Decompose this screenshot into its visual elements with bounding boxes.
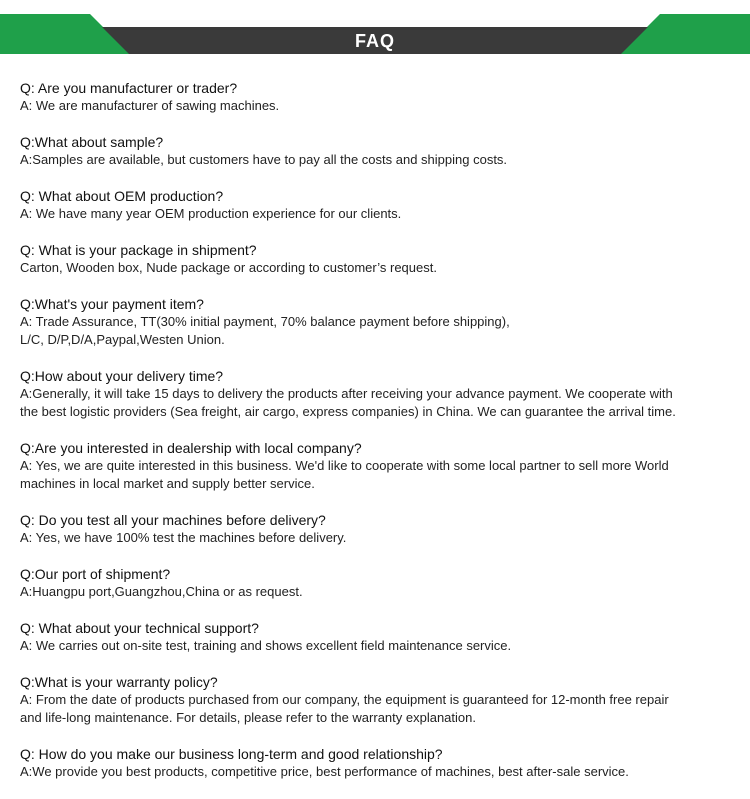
page-title: FAQ	[354, 31, 395, 51]
faq-item	[20, 295, 735, 349]
faq-answer: A:We provide you best products, competitive price, best performance of machines, best after-sale service.	[20, 764, 629, 779]
faq-question: Q: What is your package in shipment?	[20, 242, 257, 258]
faq-item	[20, 187, 735, 223]
faq-answer: A: Yes, we are quite interested in this business. We'd like to cooperate with some local partner to sell more World machines in local market and supply better service.	[20, 458, 669, 491]
faq-answer: A: From the date of products purchased from our company, the equipment is guaranteed for 12-month free repair and life-long maintenance. For details, please refer to the warranty explanation.	[20, 692, 669, 725]
faq-question: Q:What's your payment item?	[20, 296, 204, 312]
faq-question: Q: Do you test all your machines before delivery?	[20, 512, 326, 528]
faq-answer: A:Samples are available, but customers have to pay all the costs and shipping costs.	[20, 152, 508, 167]
faq-question: Q:What is your warranty policy?	[20, 674, 218, 690]
faq-item	[20, 439, 735, 493]
faq-answer: A: We have many year OEM production experience for our clients.	[20, 206, 402, 221]
faq-answer: A:Huangpu port,Guangzhou,China or as request.	[20, 584, 303, 599]
faq-banner	[0, 0, 750, 70]
faq-item	[20, 673, 735, 727]
faq-answer: A: We carries out on-site test, training and shows excellent field maintenance service.	[20, 638, 512, 653]
faq-item	[20, 745, 735, 781]
faq-item	[20, 367, 735, 421]
faq-answer: A:Generally, it will take 15 days to delivery the products after receiving your advance payment. We cooperate with the best logistic providers (Sea freight, air cargo, express companies) in China. We can guarantee the arrival time.	[20, 386, 676, 419]
faq-item	[20, 619, 735, 655]
faq-question: Q: How do you make our business long-term and good relationship?	[20, 746, 443, 762]
faq-question: Q:Are you interested in dealership with local company?	[20, 440, 362, 456]
faq-answer: A: We are manufacturer of sawing machines.	[20, 98, 280, 113]
faq-answer: A: Trade Assurance, TT(30% initial payment, 70% balance payment before shipping), L/C, D/P,D/A,Paypal,Westen Union.	[20, 314, 510, 347]
faq-item	[20, 565, 735, 601]
faq-item	[20, 241, 735, 277]
faq-answer: Carton, Wooden box, Nude package or according to customer’s request.	[20, 260, 437, 275]
faq-question: Q:Our port of shipment?	[20, 566, 171, 582]
faq-item	[20, 133, 735, 169]
faq-list	[20, 79, 735, 799]
faq-question: Q: What about your technical support?	[20, 620, 259, 636]
faq-question: Q: What about OEM production?	[20, 188, 224, 204]
faq-item	[20, 79, 735, 115]
faq-item	[20, 511, 735, 547]
faq-answer: A: Yes, we have 100% test the machines before delivery.	[20, 530, 347, 545]
faq-question: Q:What about sample?	[20, 134, 164, 150]
faq-question: Q: Are you manufacturer or trader?	[20, 80, 238, 96]
faq-question: Q:How about your delivery time?	[20, 368, 224, 384]
